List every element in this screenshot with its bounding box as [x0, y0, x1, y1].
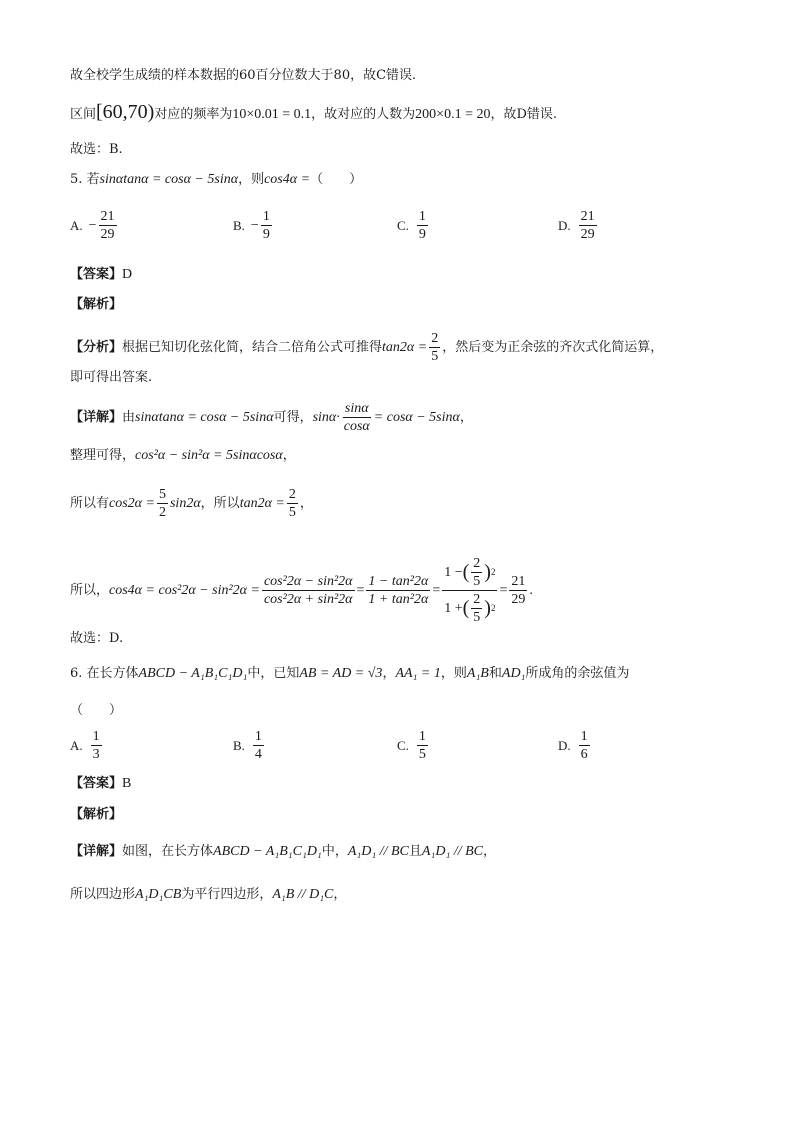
text-span: 如图，在长方体: [122, 844, 214, 859]
fraction-denominator: 5: [418, 747, 426, 762]
analysis-tag: 【解析】: [70, 807, 123, 822]
option-label: D.: [558, 737, 571, 753]
text-span: ，所以: [200, 496, 240, 511]
math-expression: cos4α = cos²2α − sin²2α =: [109, 582, 260, 598]
option-label: C.: [397, 217, 409, 233]
equals-sign: =: [356, 582, 365, 598]
analysis-line: [70, 330, 754, 365]
math-fraction: [509, 573, 527, 608]
equals-sign: =: [432, 582, 441, 598]
fraction-numerator: 1: [262, 209, 270, 224]
answer-value: D: [122, 267, 133, 282]
math-fraction-nested: [442, 555, 497, 626]
text-span: 由: [122, 410, 136, 425]
text-span: 对应的频率为: [154, 107, 233, 122]
analysis-line: [70, 368, 754, 388]
paragraph-text: 故选：B.: [70, 142, 123, 157]
exponent: 2: [490, 567, 496, 577]
math-expression: = cosα − 5sinα: [373, 410, 460, 425]
text-span: ，: [333, 887, 347, 902]
option-d: [558, 208, 599, 243]
option-fraction: [417, 728, 428, 763]
fraction-denominator: cosα: [343, 419, 370, 434]
fraction-numerator: 1 − tan²2α: [368, 574, 429, 589]
fraction-numerator: sinα: [344, 401, 369, 416]
fenxi-tag: 【分析】: [70, 340, 123, 355]
fraction-numerator: 1: [92, 729, 100, 744]
text-span: ，故D错误.: [490, 107, 558, 122]
text-span: ，: [483, 844, 497, 859]
option-label: B.: [233, 737, 245, 753]
option-c: [397, 728, 430, 763]
option-a: [70, 728, 104, 763]
inner-fraction: [471, 591, 482, 626]
option-c: [397, 208, 430, 243]
fraction-numerator: 21: [511, 574, 526, 589]
math-expression: 200×0.1 = 20: [415, 107, 491, 122]
text-span: 和: [488, 666, 502, 681]
option-fraction: [253, 728, 264, 763]
text-span: 5. 若: [70, 172, 100, 187]
option-fraction: [417, 208, 428, 243]
text-span: ，: [382, 666, 396, 681]
option-d: [558, 728, 592, 763]
fraction-denominator: 5: [288, 505, 296, 520]
option-label: A.: [70, 217, 83, 233]
answer-tag: 【答案】: [70, 776, 123, 791]
fraction-numerator: [442, 555, 497, 591]
select-text: 故选：D.: [70, 631, 124, 646]
fraction-numerator: 2: [431, 331, 439, 346]
detail-line: [70, 400, 754, 435]
text-span: 根据已知切化弦化简，结合二倍角公式可推得: [122, 340, 383, 355]
fraction-denominator: [442, 591, 497, 626]
fraction-denominator: 9: [418, 227, 426, 242]
paren-close: ): [484, 597, 491, 619]
paren-open: (: [462, 561, 470, 583]
math-expression: cos4α =: [264, 172, 311, 187]
option-fraction: [99, 208, 117, 243]
math-expression: tan2α =: [382, 340, 428, 355]
xiangjie-tag: 【详解】: [70, 844, 123, 859]
math-expression: 10×0.01 = 0.1: [232, 107, 312, 122]
question-stem: [70, 664, 754, 684]
fraction-numerator: 2: [473, 556, 481, 571]
math-fraction: [287, 486, 298, 521]
option-sign: −: [88, 217, 97, 233]
math-expression: A₁D₁ // BC: [347, 844, 409, 859]
fraction-numerator: cos²2α − sin²2α: [263, 574, 353, 589]
option-fraction: [579, 208, 597, 243]
text-span: ，: [299, 496, 313, 511]
option-label: D.: [558, 217, 571, 233]
text-line: [70, 629, 754, 649]
text-span: 中，已知: [247, 666, 300, 681]
question-stem: [70, 170, 754, 190]
equals-sign: =: [499, 582, 508, 598]
math-expression: cos2α =: [109, 496, 155, 511]
text-span: 且: [408, 844, 422, 859]
math-fraction: [342, 400, 372, 435]
fraction-numerator: 21: [100, 209, 115, 224]
fraction-numerator: 21: [580, 209, 595, 224]
math-expression: sinα·: [312, 410, 340, 425]
detail-line: [70, 885, 754, 905]
text-line: [70, 140, 754, 160]
detail-line: [70, 842, 754, 862]
fraction-numerator: 1: [254, 729, 262, 744]
option-label: B.: [233, 217, 245, 233]
fraction-denominator: cos²2α + sin²2α: [263, 592, 353, 607]
text-span: 所以，: [70, 582, 110, 598]
answer-line: [70, 265, 754, 285]
text-span: 即可得出答案.: [70, 370, 153, 385]
option-label: C.: [397, 737, 409, 753]
math-fraction: [366, 573, 430, 608]
text-span: 1 +: [444, 601, 463, 616]
option-sign: −: [250, 217, 259, 233]
fraction-numerator: 1: [580, 729, 588, 744]
math-interval: [60,70): [96, 101, 155, 123]
answer-tag: 【答案】: [70, 267, 123, 282]
math-fraction: [262, 573, 355, 608]
text-span: ，故对应的人数为: [311, 107, 416, 122]
fraction-numerator: 2: [473, 592, 481, 607]
math-fraction: [429, 330, 440, 365]
detail-line: [70, 555, 754, 626]
option-fraction: [579, 728, 590, 763]
paragraph-text: 故全校学生成绩的样本数据的60百分位数大于80，故C错误.: [70, 68, 417, 83]
math-expression: A₁B: [466, 666, 489, 681]
option-fraction: [261, 208, 272, 243]
fraction-numerator: 1: [418, 209, 426, 224]
detail-line: [70, 486, 754, 521]
text-span: （ ）: [70, 703, 123, 718]
answer-value: B: [122, 776, 132, 791]
math-expression: ABCD − A₁B₁C₁D₁: [138, 666, 248, 681]
text-span: 6. 在长方体: [70, 666, 139, 681]
fraction-denominator: 6: [580, 747, 588, 762]
question-stem: [70, 701, 754, 721]
detail-line: [70, 446, 754, 466]
fraction-denominator: 29: [100, 227, 115, 242]
math-expression: sin2α: [169, 496, 201, 511]
text-span: ，: [459, 410, 473, 425]
math-expression: AA₁ = 1: [395, 666, 441, 681]
text-span: 所以四边形: [70, 887, 136, 902]
text-span: 可得，: [273, 410, 313, 425]
text-span: 为平行四边形，: [181, 887, 273, 902]
fraction-denominator: 5: [473, 610, 481, 625]
option-b: [233, 208, 274, 243]
period: .: [529, 582, 533, 598]
xiangjie-tag: 【详解】: [70, 410, 123, 425]
text-span: ，则: [440, 666, 467, 681]
option-label: A.: [70, 737, 83, 753]
math-expression: sinαtanα = cosα − 5sinα: [99, 172, 239, 187]
text-span: 1 −: [444, 565, 463, 580]
math-expression: AB = AD = √3: [299, 666, 383, 681]
fraction-numerator: 2: [288, 487, 296, 502]
text-span: 整理可得，: [70, 448, 136, 463]
fraction-denominator: 1 + tan²2α: [368, 592, 429, 607]
inner-fraction: [471, 555, 482, 590]
analysis-tag: 【解析】: [70, 297, 123, 312]
exponent: 2: [490, 603, 496, 613]
paren-open: (: [462, 597, 470, 619]
fraction-denominator: 29: [511, 592, 526, 607]
math-expression: sinαtanα = cosα − 5sinα: [135, 410, 274, 425]
math-expression: cos²α − sin²α = 5sinαcosα: [135, 448, 283, 463]
option-b: [233, 728, 266, 763]
text-span: 中，: [321, 844, 348, 859]
math-expression: A₁B // D₁C: [272, 887, 334, 902]
answer-line: [70, 774, 754, 794]
analysis-heading: [70, 805, 754, 825]
fraction-numerator: 1: [418, 729, 426, 744]
fraction-numerator: 5: [158, 487, 166, 502]
math-expression: A₁D₁CB: [135, 887, 182, 902]
text-span: ，: [282, 448, 296, 463]
text-span: 所以有: [70, 496, 110, 511]
analysis-heading: [70, 295, 754, 315]
option-a: [70, 208, 119, 243]
text-span: ，则: [238, 172, 265, 187]
text-span: （ ）: [310, 172, 363, 187]
fraction-denominator: 9: [262, 227, 270, 242]
text-span: 区间: [70, 107, 97, 122]
math-fraction: [157, 486, 168, 521]
fraction-denominator: 3: [92, 747, 100, 762]
fraction-denominator: 4: [254, 747, 262, 762]
fraction-denominator: 5: [473, 574, 481, 589]
text-span: ，然后变为正余弦的齐次式化简运算，: [442, 340, 664, 355]
text-span: 所成角的余弦值为: [525, 666, 630, 681]
fraction-denominator: 5: [431, 349, 439, 364]
fraction-denominator: 29: [580, 227, 595, 242]
option-fraction: [91, 728, 102, 763]
text-line: [70, 102, 754, 125]
math-expression: tan2α =: [239, 496, 285, 511]
math-expression: ABCD − A₁B₁C₁D₁: [213, 844, 322, 859]
math-expression: AD₁: [501, 666, 526, 681]
text-line: [70, 66, 754, 86]
fraction-denominator: 2: [158, 505, 166, 520]
math-expression: A₁D₁ // BC: [421, 844, 483, 859]
paren-close: ): [484, 561, 491, 583]
